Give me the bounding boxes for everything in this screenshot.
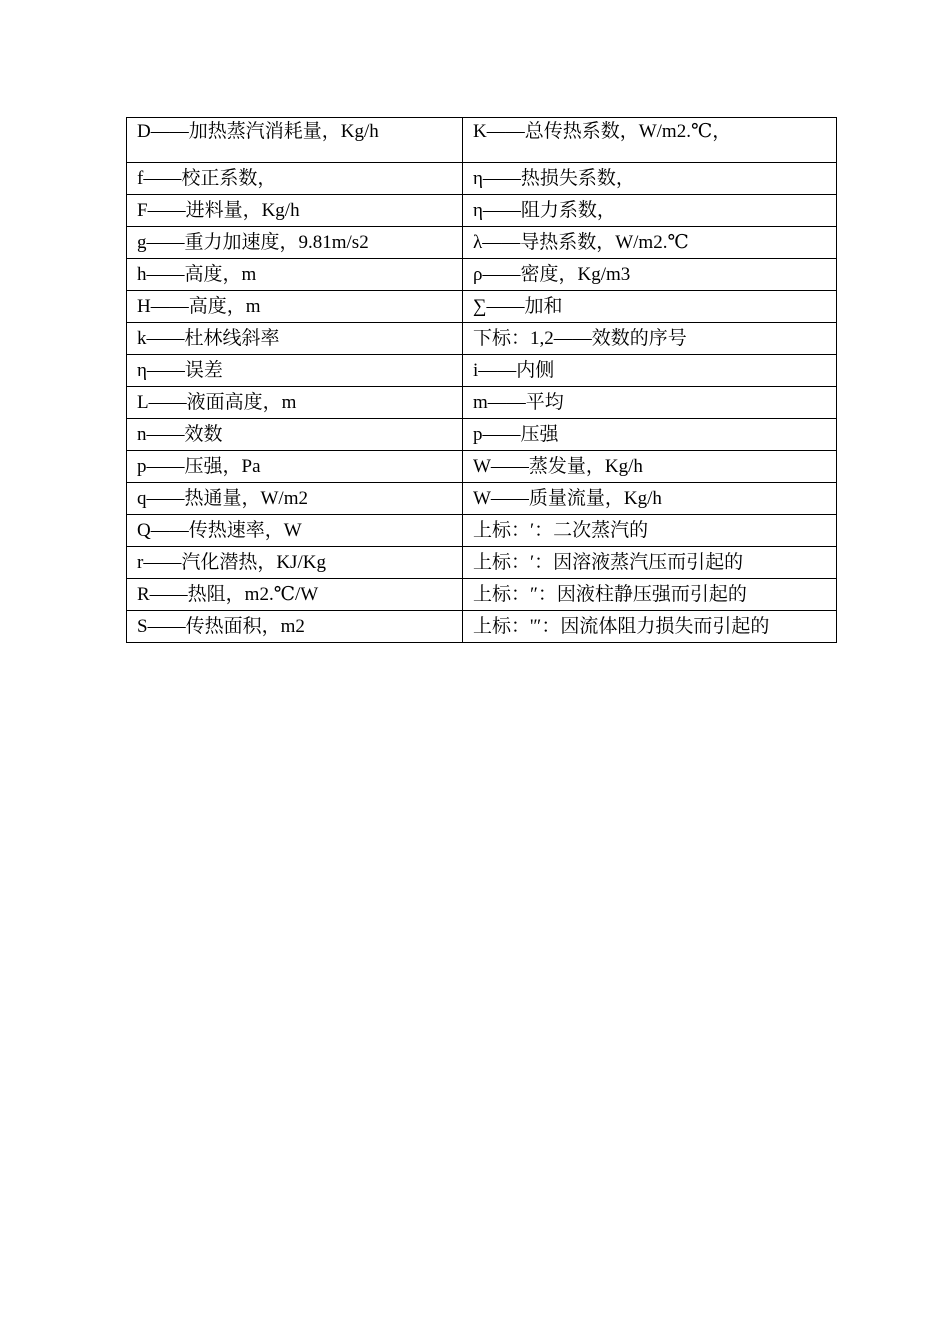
symbol-cell-right: ρ——密度，Kg/m3	[463, 259, 837, 291]
symbol-cell-right: W——质量流量，Kg/h	[463, 483, 837, 515]
symbol-cell-right: 上标：′：二次蒸汽的	[463, 515, 837, 547]
symbol-table	[126, 117, 837, 643]
symbol-cell-left: n——效数	[127, 419, 463, 451]
symbol-cell-right: 上标：′：因溶液蒸汽压而引起的	[463, 547, 837, 579]
symbol-cell-right: 下标：1,2——效数的序号	[463, 323, 837, 355]
table-row	[127, 419, 837, 451]
symbol-cell-right: η——阻力系数，	[463, 195, 837, 227]
symbol-cell-left: h——高度，m	[127, 259, 463, 291]
table-row	[127, 611, 837, 643]
symbol-cell-left: r——汽化潜热，KJ/Kg	[127, 547, 463, 579]
table-row	[127, 451, 837, 483]
symbol-cell-right: m——平均	[463, 387, 837, 419]
symbol-cell-right: η——热损失系数，	[463, 163, 837, 195]
symbol-cell-left: Q——传热速率，W	[127, 515, 463, 547]
symbol-cell-left: H——高度，m	[127, 291, 463, 323]
symbol-cell-left: F——进料量，Kg/h	[127, 195, 463, 227]
table-row	[127, 483, 837, 515]
table-row	[127, 259, 837, 291]
table-row	[127, 515, 837, 547]
table-row	[127, 355, 837, 387]
symbol-cell-left: η——误差	[127, 355, 463, 387]
symbol-cell-left: p——压强，Pa	[127, 451, 463, 483]
table-row	[127, 291, 837, 323]
table-row	[127, 227, 837, 259]
symbol-cell-left: L——液面高度，m	[127, 387, 463, 419]
symbol-cell-right: i——内侧	[463, 355, 837, 387]
symbol-cell-right: 上标：″：因液柱静压强而引起的	[463, 579, 837, 611]
table-row	[127, 547, 837, 579]
table-row	[127, 387, 837, 419]
symbol-cell-left: q——热通量，W/m2	[127, 483, 463, 515]
symbol-cell-right: W——蒸发量，Kg/h	[463, 451, 837, 483]
symbol-cell-left: g——重力加速度，9.81m/s2	[127, 227, 463, 259]
table-row	[127, 579, 837, 611]
symbol-cell-left: f——校正系数，	[127, 163, 463, 195]
symbol-cell-right: 上标：'″：因流体阻力损失而引起的	[463, 611, 837, 643]
symbol-table-body	[127, 118, 837, 643]
symbol-cell-left: k——杜林线斜率	[127, 323, 463, 355]
table-row	[127, 118, 837, 163]
symbol-cell-left: S——传热面积，m2	[127, 611, 463, 643]
symbol-cell-left: D——加热蒸汽消耗量，Kg/h	[127, 118, 463, 163]
table-row	[127, 323, 837, 355]
table-row	[127, 163, 837, 195]
table-row	[127, 195, 837, 227]
symbol-cell-right: ∑——加和	[463, 291, 837, 323]
symbol-cell-right: K——总传热系数，W/m2.℃，	[463, 118, 837, 163]
symbol-cell-right: p——压强	[463, 419, 837, 451]
symbol-cell-left: R——热阻，m2.℃/W	[127, 579, 463, 611]
symbol-cell-right: λ——导热系数，W/m2.℃	[463, 227, 837, 259]
